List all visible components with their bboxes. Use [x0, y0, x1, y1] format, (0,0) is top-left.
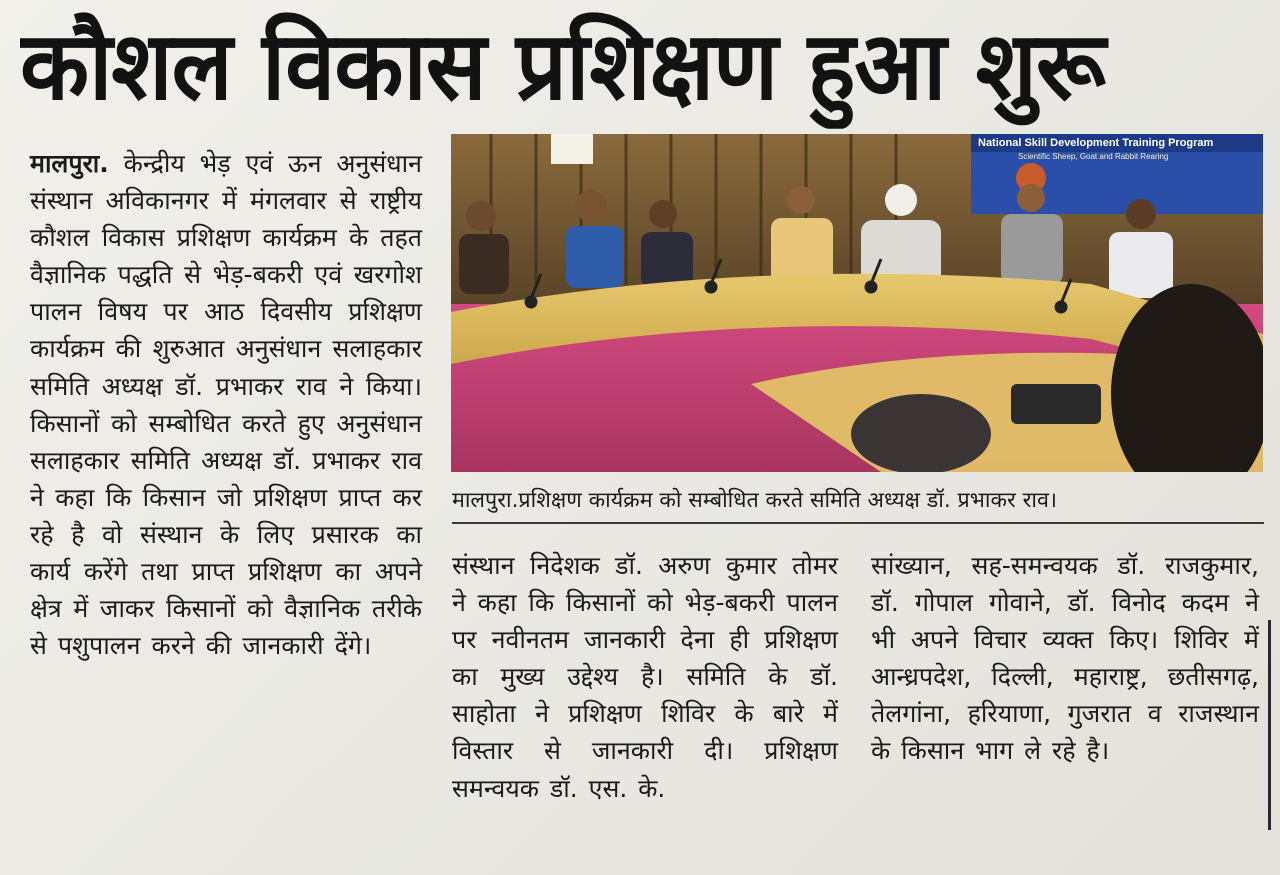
column-rule: [1268, 620, 1271, 830]
news-photo: [451, 134, 1263, 472]
photo-caption: मालपुरा.प्रशिक्षण कार्यक्रम को सम्बोधित करते समिति अध्यक्ष डॉ. प्रभाकर राव।: [452, 482, 1264, 524]
banner-title: National Skill Development Training Program: [978, 137, 1214, 149]
foreground-person: [851, 394, 991, 472]
banner-subtitle: Scientific Sheep, Goat and Rabbit Rearing: [1018, 152, 1169, 161]
article-column-3: सांख्यान, सह-समन्वयक डॉ. राजकुमार, डॉ. गोपाल गोवाने, डॉ. विनोद कदम ने भी अपने विचार व्यक्त किए। शिविर में आन्ध्रपदेश, दिल्ली, महाराष्ट्र, छतीसगढ़, तेलगांना, हरियाणा, गुजरात व राजस्थान के किसान भाग ले रहे है।: [871, 551, 1259, 766]
column-1-text: केन्द्रीय भेड़ एवं ऊन अनुसंधान संस्थान अविकानगर में मंगलवार से राष्ट्रीय कौशल विकास प्रशिक्षण कार्यक्रम के तहत वैज्ञानिक पद्धति से भेड़-बकरी एवं खरगोश पालन विषय पर आठ दिवसीय प्रशिक्षण कार्यक्रम की शुरुआत अनुसंधान सलाहकार समिति अध्यक्ष डॉ. प्रभाकर राव ने किया।किसानों को सम्बोधित करते हुए अनुसंधान सलाहकार समिति अध्यक्ष डॉ. प्रभाकर राव ने कहा कि किसान जो प्रशिक्षण प्राप्त कर रहे है वो संस्थान के लिए प्रसारक का कार्य करेंगे तथा प्राप्त प्रशिक्षण का अपने क्षेत्र में जाकर किसानों को वैज्ञानिक तरीके से पशुपालन करने की जानकारी देंगे।: [30, 149, 422, 661]
article-column-1: [30, 145, 422, 835]
dateline: मालपुरा.: [30, 149, 109, 178]
bag: [1011, 384, 1101, 424]
article-column-2: संस्थान निदेशक डॉ. अरुण कुमार तोमर ने कहा कि किसानों को भेड़-बकरी पालन पर नवीनतम जानकारी देना ही प्रशिक्षण का मुख्य उद्देश्य है। समिति के डॉ. साहोता ने प्रशिक्षण शिविर के बारे में विस्तार से जानकारी दी। प्रशिक्षण समन्वयक डॉ. एस. के.: [452, 551, 838, 803]
headline: कौशल विकास प्रशिक्षण हुआ शुरू: [20, 11, 1105, 122]
meeting-photo-illustration: [451, 134, 1263, 472]
wall-notice: [551, 134, 593, 164]
